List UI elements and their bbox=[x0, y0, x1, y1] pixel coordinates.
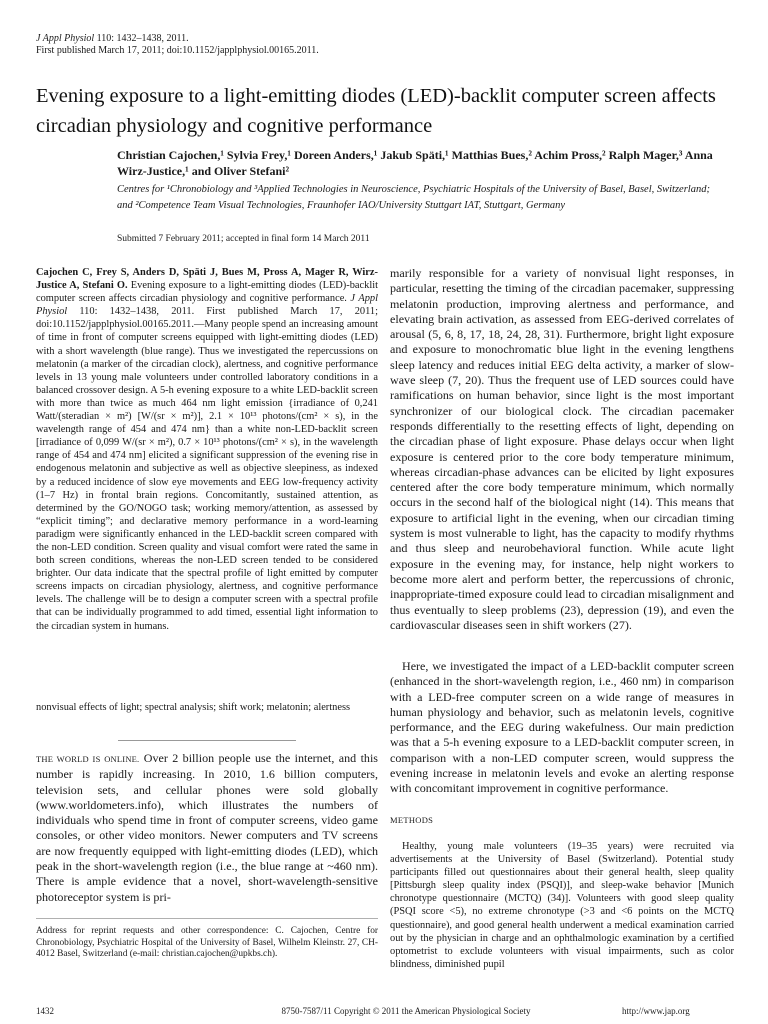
footnote-divider bbox=[36, 918, 378, 919]
methods-heading: METHODS bbox=[390, 815, 434, 825]
keywords: nonvisual effects of light; spectral analysis; shift work; melatonin; alertness bbox=[36, 702, 351, 713]
right-column-paragraph-2: Here, we investigated the impact of a LED-backlit computer screen (enhanced in the short-wavelength region, i.e., 460 nm) in comparison with a LED-free computer screen on a wide range of measures in human physiology and behavior, such as melatonin levels, cognitive performance, and the EEG during wakefulness. Our main prediction was that a 5-h evening exposure to a LED-backlit computer screen, in comparison with a non-LED computer screen, would suppress the evening increase in melatonin levels and evoke an alerting response with concomitant improvement in cognitive performance. bbox=[390, 659, 734, 796]
affiliations: Centres for ¹Chronobiology and ³Applied Technologies in Neuroscience, Psychiatric Hospitals of the University of Basel, Basel, Switzerland; and ²Competence Team Visual Technologies, Fraunhofer IAO/University Stuttgart IAT, Stuttgart, Germany bbox=[117, 184, 710, 211]
abstract-body: —Many people spend an increasing amount of time in front of computer screens equipped with light-emitting diodes (LED) with a short wavelength (blue range). Thus we investigated the repercussions on melatonin (a marker of the circadian clock), alertness, and cognitive performance levels in 13 young male volunteers under controlled laboratory conditions in a balanced crossover design. A 5-h evening exposure to a white LED-backlit screen with more than twice as much 464 nm light emission {irradiance of 0,241 Watt/(steradian × m²) [W/(sr × m²)], 2.1 × 10¹³ photons/(cm² × s), in the wavelength range of 454 and 474 nm} than a white non-LED-backlit screen [irradiance of 0,099 W/(sr × m²), 0.7 × 10¹³ photons/(cm² × s), in the wavelength range of 454 and 474 nm] elicited a significant suppression of the evening rise in endogenous melatonin and subjective as well as objective sleepiness, as indexed by a reduced incidence of slow eye movements and EEG low-frequency activity (1–7 Hz) in frontal brain regions. Concomitantly, sustained attention, as determined by the GO/NOGO task; working memory/attention, as assessed by “explicit timing”; and declarative memory performance in a word-learning paradigm were significantly enhanced in the LED-backlit screen compared with the non-LED condition. Screen quality and visual comfort were rated the same in both screen conditions, whereas the non-LED screen tended to be considered brighter. Our data indicate that the spectral profile of light emitted by computer screens impacts on circadian physiology, alertness, and cognitive performance levels. The challenge will be to design a computer screen with a spectral profile that can be individually programmed to add timed, essential light information to the circadian system in humans. bbox=[36, 319, 378, 632]
introduction-paragraph bbox=[36, 751, 378, 905]
abstract-citation-title: Evening exposure to a light-emitting diodes (LED)-backlit computer screen affects circadian physiology and cognitive performance. bbox=[36, 280, 378, 305]
article-title: Evening exposure to a light-emitting diodes (LED)-backlit computer screen affects circadian physiology and cognitive performance bbox=[36, 85, 716, 137]
submission-dates: Submitted 7 February 2011; accepted in final form 14 March 2011 bbox=[117, 234, 370, 244]
journal-name: J Appl Physiol bbox=[36, 33, 95, 44]
intro-lead-in: THE WORLD IS ONLINE. bbox=[36, 754, 140, 764]
running-header bbox=[36, 33, 319, 57]
journal-citation: 110: 1432–1438, 2011. bbox=[96, 33, 189, 44]
abstract-citation-authors: Cajochen C, Frey S, Anders D, Späti J, Bues M, Pross A, Mager R, Wirz-Justice A, Stefani O. bbox=[36, 267, 378, 292]
abstract bbox=[36, 266, 378, 633]
abstract-citation-journal: J Appl Physiol bbox=[36, 293, 378, 318]
right-column-paragraph-1: marily responsible for a variety of nonvisual light responses, in particular, resetting the timing of the circadian pacemaker, suppressing melatonin production, improving alertness and performance, and elevating brain activation, as assessed from EEG-derived correlates of arousal (5, 6, 8, 17, 18, 24, 28, 31). Furthermore, bright light exposure and exposure to monochromatic blue light in the evening lengthens sleep latency and reduces initial EEG delta activity, a marker of slow-wave sleep (7, 20). Thus the frequent use of LED sources could have ramifications on human behavior, since light is the most important synchronizer of our biological clock. The circadian pacemaker responds differentially to the resetting effects of light, depending on the circadian phase of light exposure. Phase delays occur when light exposure is centered prior to the core body temperature minimum, whereas circadian-phase advances can be elicited by light exposures centered after the core body temperature minimum, which normally occurs in the second half of the biological night (14). This means that exposure to artificial light in the evening, when our circadian timing system is most vulnerable to light, has the capacity to modify rhythms and thus sleep and neurobehavioral function. While acute light exposure in the evening may, for instance, help night workers to become more alert and perform better, the repercussions of chronic, inappropriate-timed exposure could lead to circadian misalignment and thus eventually to sleep problems (23), depression (19), and even the cardiovascular diseases seen in shift workers (27). bbox=[390, 266, 734, 632]
intro-text: Over 2 billion people use the internet, and this number is rapidly increasing. In 2010, 1.6 billion computers, television sets, and cellular phones were sold globally (www.worldometers.info), which illustrates the numbers of individuals who spend time in front of computer screens, video game consoles, or other video monitors. Newer computers and TV screens are now frequently equipped with light-emitting diodes (LED), which peak in the short-wavelength region (i.e., the blue range at ~460 nm). There is ample evidence that a novel, short-wavelength-sensitive photoreceptor system is pri- bbox=[36, 751, 378, 904]
methods-paragraph: Healthy, young male volunteers (19–35 years) were recruited via advertisements at the University of Basel (Switzerland). Potential study participants filled out questionnaires about their general health, sleep quality [Pittsburgh sleep quality index (PSQI)], and sleep-wake behavior [Munich chronotype questionnaire (MCTQ) (34)]. Volunteers with good sleep quality (PSQI score <5), no extreme chronotype (>3 and <6 points on the MCTQ questionnaire), and good general health underwent a medical examination carried out by the physician in charge and an ophthalmologic examination by a certified optometrist to exclude volunteers with visual impairments, such as color blindness, diminished pupil bbox=[390, 841, 734, 970]
correspondence-note: Address for reprint requests and other correspondence: C. Cajochen, Centre for Chronobiology, Psychiatric Hospital of the University of Basel, Wilhelm Kleinstr. 27, CH-4012 Basel, Switzerland (e-mail: christian.cajochen@upkbs.ch). bbox=[36, 926, 378, 960]
journal-url: http://www.jap.org bbox=[622, 1006, 690, 1016]
page-number: 1432 bbox=[36, 1006, 54, 1016]
copyright-line: 8750-7587/11 Copyright © 2011 the American Physiological Society bbox=[281, 1006, 531, 1016]
section-divider bbox=[118, 740, 296, 741]
first-published-line: First published March 17, 2011; doi:10.1152/japplphysiol.00165.2011. bbox=[36, 45, 319, 56]
abstract-citation-rest: 110: 1432–1438, 2011. First published March 17, 2011; doi:10.1152/japplphysiol.00165.2011. bbox=[36, 306, 378, 331]
author-list: Christian Cajochen,¹ Sylvia Frey,¹ Doreen Anders,¹ Jakub Späti,¹ Matthias Bues,² Achim Pross,² Ralph Mager,³ Anna Wirz-Justice,¹ and Oliver Stefani² bbox=[117, 148, 713, 178]
